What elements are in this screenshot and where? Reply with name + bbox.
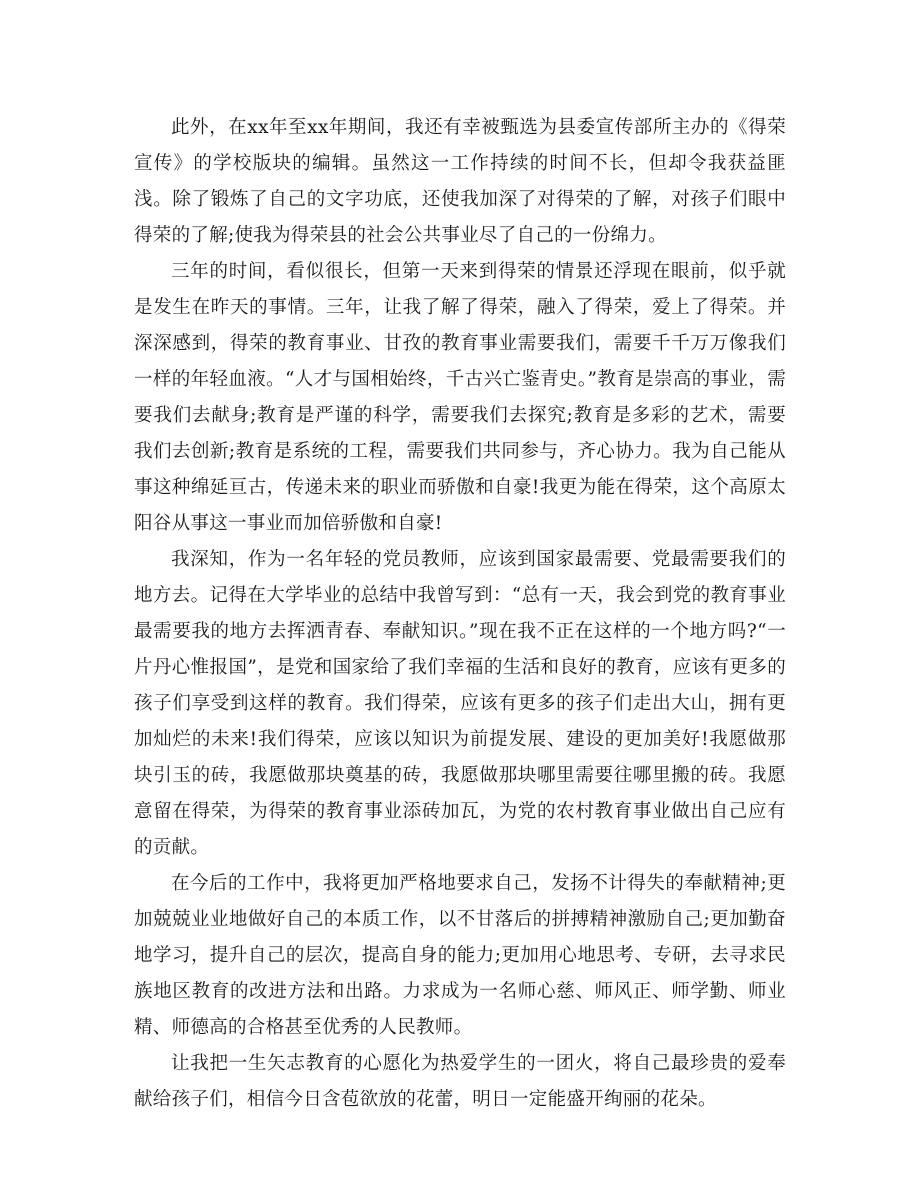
paragraph-2: 三年的时间，看似很长，但第一天来到得荣的情景还浮现在眼前，似乎就是发生在昨天的事情。三年，让我了解了得荣，融入了得荣，爱上了得荣。并深深感到，得荣的教育事业、甘孜的教育事业需要我们，需要千千万万像我们一样的年轻血液。“人才与国相始终，千古兴亡鉴青史。”教育是崇高的事业，需要我们去献身;教育是严谨的科学，需要我们去探究;教育是多彩的艺术，需要我们去创新;教育是系统的工程，需要我们共同参与，齐心协力。我为自己能从事这种绵延亘古，传递未来的职业而骄傲和自豪!我更为能在得荣，这个高原太阳谷从事这一事业而加倍骄傲和自豪! xyxy=(134,261,786,534)
paragraph-3: 我深知，作为一名年轻的党员教师，应该到国家最需要、党最需要我们的地方去。记得在大学毕业的总结中我曾写到：“总有一天，我会到党的教育事业最需要我的地方去挥洒青春、奉献知识。”现在我不正在这样的一个地方吗?“一片丹心惟报国”，是党和国家给了我们幸福的生活和良好的教育，应该有更多的孩子们享受到这样的教育。我们得荣，应该有更多的孩子们走出大山，拥有更加灿烂的未来!我们得荣，应该以知识为前提发展、建设的更加美好!我愿做那块引玉的砖，我愿做那块奠基的砖，我愿做那块哪里需要往哪里搬的砖。我愿意留在得荣，为得荣的教育事业添砖加瓦，为党的农村教育事业做出自己应有的贡献。 xyxy=(134,549,786,858)
paragraph-5: 让我把一生矢志教育的心愿化为热爱学生的一团火，将自己最珍贵的爱奉献给孩子们，相信今日含苞欲放的花蕾，明日一定能盛开绚丽的花朵。 xyxy=(134,1053,786,1110)
document-body xyxy=(134,110,786,1118)
paragraph-1: 此外，在xx年至xx年期间，我还有幸被甄选为县委宣传部所主办的《得荣宣传》的学校版块的编辑。虽然这一工作持续的时间不长，但却令我获益匪浅。除了锻炼了自己的文字功底，还使我加深了对得荣的了解，对孩子们眼中得荣的了解;使我为得荣县的社会公共事业尽了自己的一份绵力。 xyxy=(134,117,786,246)
paragraph-4: 在今后的工作中，我将更加严格地要求自己，发扬不计得失的奉献精神;更加兢兢业业地做好自己的本质工作，以不甘落后的拼搏精神激励自己;更加勤奋地学习，提升自己的层次，提高自身的能力;更加用心地思考、专研，去寻求民族地区教育的改进方法和出路。力求成为一名师心慈、师风正、师学勤、师业精、师德高的合格甚至优秀的人民教师。 xyxy=(134,873,786,1038)
